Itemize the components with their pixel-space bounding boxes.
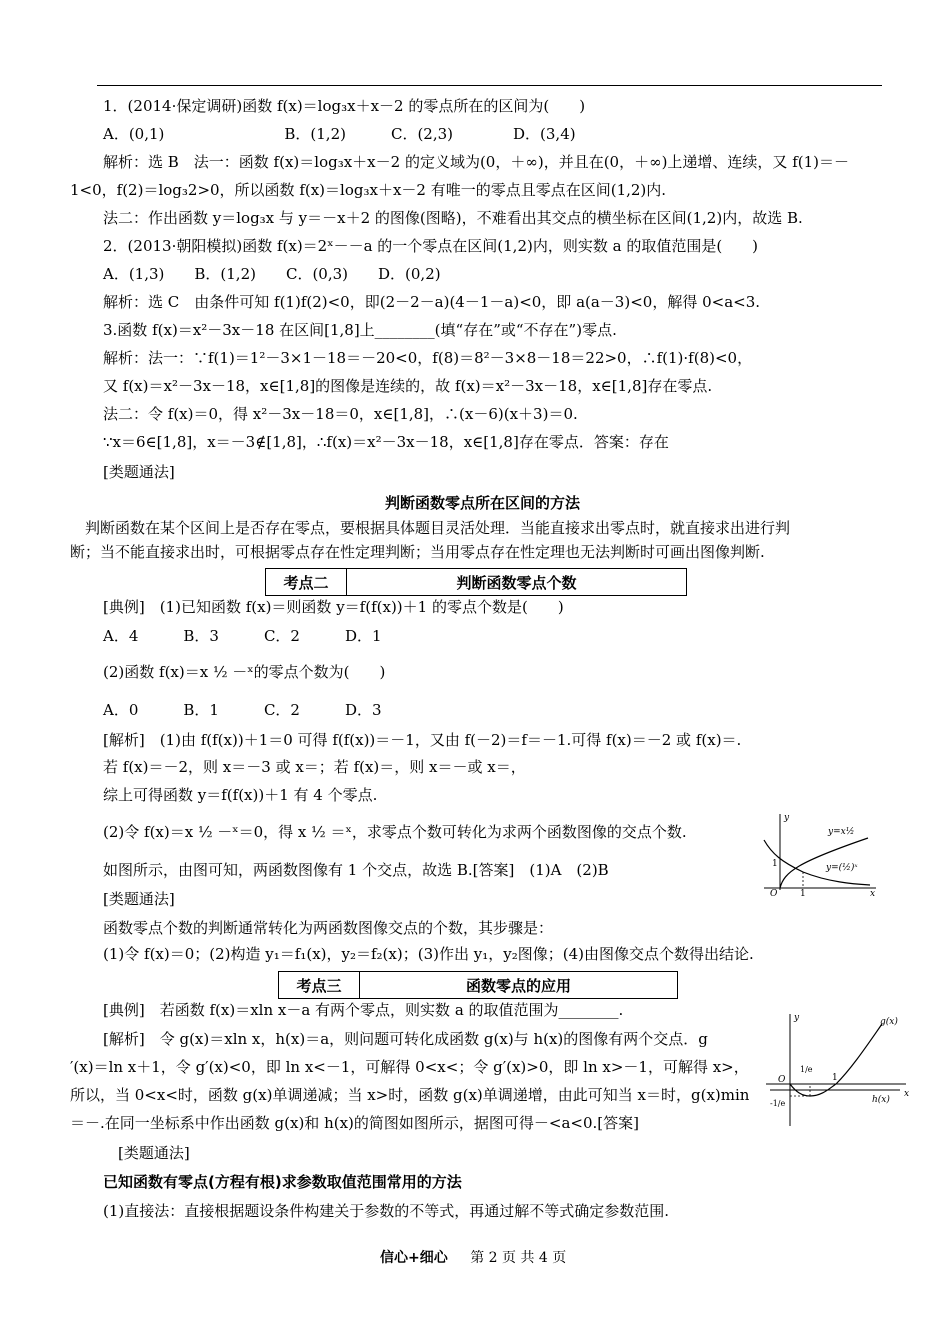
- fig1-tick-x: 1: [800, 889, 806, 896]
- q1-options: A．(0,1) B．(1,2) C．(2,3) D．(3,4): [103, 125, 576, 143]
- fig1-tick-y: 1: [772, 859, 778, 869]
- example-2-1-options: A．4 B．3 C．2 D．1: [103, 627, 382, 645]
- method-para-a: 判断函数在某个区间上是否存在零点，要根据具体题目灵活处理．当能直接求出零点时，就直接求出进行判: [70, 519, 791, 537]
- footer-motto: 信心+细心: [380, 1250, 448, 1266]
- section-number: 考点三: [279, 972, 360, 998]
- fig2-tick-inv-e: 1/e: [800, 1065, 813, 1074]
- solution-2-c: 综上可得函数 y＝f(f(x))＋1 有 4 个零点.: [103, 786, 378, 804]
- heading-zero-interval: 判断函数零点所在区间的方法: [385, 494, 581, 512]
- tips-2-a: 函数零点个数的判断通常转化为两函数图像交点的个数，其步骤是：: [103, 919, 554, 937]
- tips-2-b: (1)令 f(x)＝0；(2)构造 y₁＝f₁(x)，y₂＝f₂(x)；(3)作出 y₁，y₂图像；(4)由图像交点个数得出结论.: [103, 945, 754, 963]
- q1-solution-a: 解析：选 B 法一：函数 f(x)＝log₃x＋x－2 的定义域为(0，＋∞)，并且在(0，＋∞)上递增、连续，又 f(1)＝－: [103, 153, 850, 171]
- fig2-y-label: y: [794, 1013, 800, 1023]
- fig1-y-label: y: [784, 813, 790, 823]
- q1-solution-b: 1<0，f(2)＝log₃2>0，所以函数 f(x)＝log₃x＋x－2 有唯一的零点且零点在区间(1,2)内.: [70, 181, 667, 199]
- section-number: 考点二: [266, 569, 347, 595]
- fig2-tick-one: 1: [832, 1073, 838, 1083]
- solution-2-a: [解析] (1)由 f(f(x))＋1＝0 可得 f(f(x))＝－1，又由 f(－2)＝f＝－1.可得 f(x)＝－2 或 f(x)＝.: [103, 731, 742, 749]
- tips-label-1: [类题通法]: [103, 463, 175, 481]
- section-title: 判断函数零点个数: [456, 573, 577, 592]
- solution-2-e: 如图所示，由图可知，两函数图像有 1 个交点，故选 B.[答案] (1)A (2)B: [103, 861, 609, 879]
- example-3: [典例] 若函数 f(x)＝xln x－a 有两个零点，则实数 a 的取值范围为________.: [103, 1001, 624, 1019]
- solution-2-b: 若 f(x)＝－2，则 x＝－3 或 x＝；若 f(x)＝，则 x＝－或 x＝，: [103, 758, 526, 776]
- tips-label-3: [类题通法]: [103, 1144, 190, 1162]
- fig1-curve2-label: y=(½)ˣ: [826, 863, 858, 873]
- example-2-2-options: A．0 B．1 C．2 D．3: [103, 701, 382, 719]
- section-box-3: [278, 971, 678, 999]
- footer-page-number: 第 2 页 共 4 页: [470, 1250, 567, 1266]
- fig2-tick-neg: -1/e: [770, 1099, 786, 1108]
- q3-method2-a: 法二：令 f(x)＝0，得 x²－3x－18＝0，x∈[1,8]，∴(x－6)(x＋3)＝0.: [103, 405, 578, 423]
- solution-3-c: 所以，当 0<x<时，函数 g(x)单调递减；当 x>时，函数 g(x)单调递增，由此可知当 x＝时，g(x)min: [70, 1086, 750, 1104]
- fig1-x-label: x: [870, 889, 876, 896]
- example-2-2: (2)函数 f(x)＝x ½ －ˣ的零点个数为( ): [103, 663, 386, 681]
- q1-stem: 1．(2014·保定调研)函数 f(x)＝log₃x＋x－2 的零点所在的区间为( ): [103, 97, 586, 115]
- fig2-origin: O: [778, 1075, 786, 1085]
- q3-solution-a: 解析：法一：∵f(1)＝1²－3×1－18＝－20<0，f(8)＝8²－3×8－18＝22>0，∴f(1)·f(8)<0，: [103, 349, 753, 367]
- solution-3-b: ′(x)＝ln x＋1，令 g′(x)<0，即 ln x<－1，可解得 0<x<；令 g′(x)>0，即 ln x>－1，可解得 x>，: [70, 1058, 749, 1076]
- fig2-h-label: h(x): [872, 1095, 890, 1105]
- example-2-1: [典例] (1)已知函数 f(x)＝则函数 y＝f(f(x))＋1 的零点个数是( ): [103, 598, 564, 616]
- q1-method2: 法二：作出函数 y＝log₃x 与 y＝－x＋2 的图像(图略)，不难看出其交点的横坐标在区间(1,2)内，故选 B.: [103, 209, 803, 227]
- fig1-origin: O: [770, 889, 778, 896]
- solution-3-a: [解析] 令 g(x)＝xln x，h(x)＝a，则问题可转化成函数 g(x)与 h(x)的图像有两个交点．g: [103, 1030, 708, 1048]
- section-title: 函数零点的应用: [465, 976, 571, 995]
- solution-2-d: (2)令 f(x)＝x ½ －ˣ＝0，得 x ½ ＝ˣ，求零点个数可转化为求两个函数图像的交点个数.: [103, 823, 687, 841]
- fig1-curve1-label: y=x½: [828, 827, 855, 837]
- fig2-x-label: x: [904, 1089, 910, 1099]
- tips-label-2: [类题通法]: [103, 890, 175, 908]
- figure-power-vs-exp: [758, 810, 880, 896]
- figure-xlnx: [760, 1010, 912, 1130]
- method-para-b: 断；当不能直接求出时，可根据零点存在性定理判断；当用零点存在性定理也无法判断时可画出图像判断.: [70, 543, 765, 561]
- q3-solution-b: 又 f(x)＝x²－3x－18，x∈[1,8]的图像是连续的，故 f(x)＝x²－3x－18，x∈[1,8]存在零点.: [103, 377, 713, 395]
- q3-stem: 3.函数 f(x)＝x²－3x－18 在区间[1,8]上________(填“存在”或“不存在”)零点.: [103, 321, 617, 339]
- fig2-g-label: g(x): [880, 1017, 898, 1027]
- fig2-curve-g: [790, 1024, 882, 1096]
- q2-stem: 2．(2013·朝阳模拟)函数 f(x)＝2ˣ－－a 的一个零点在区间(1,2)内，则实数 a 的取值范围是( ): [103, 237, 759, 255]
- top-rule: [97, 85, 882, 86]
- section-box-2: [265, 568, 687, 596]
- q2-options: A．(1,3) B．(1,2) C．(0,3) D．(0,2): [103, 265, 441, 283]
- method-direct: (1)直接法：直接根据题设条件构建关于参数的不等式，再通过解不等式确定参数范围.: [103, 1202, 670, 1220]
- solution-3-d: ＝－.在同一坐标系中作出函数 g(x)和 h(x)的简图如图所示，据图可得－<a<0.[答案]: [70, 1114, 639, 1132]
- q2-solution: 解析：选 C 由条件可知 f(1)f(2)<0，即(2－2－a)(4－1－a)<0，即 a(a－3)<0，解得 0<a<3.: [103, 293, 761, 311]
- page-footer: [380, 1247, 566, 1267]
- q3-method2-b: ∵x＝6∈[1,8]，x＝－3∉[1,8]，∴f(x)＝x²－3x－18，x∈[1,8]存在零点．答案：存在: [103, 433, 669, 451]
- heading-param-range: 已知函数有零点(方程有根)求参数取值范围常用的方法: [103, 1173, 462, 1191]
